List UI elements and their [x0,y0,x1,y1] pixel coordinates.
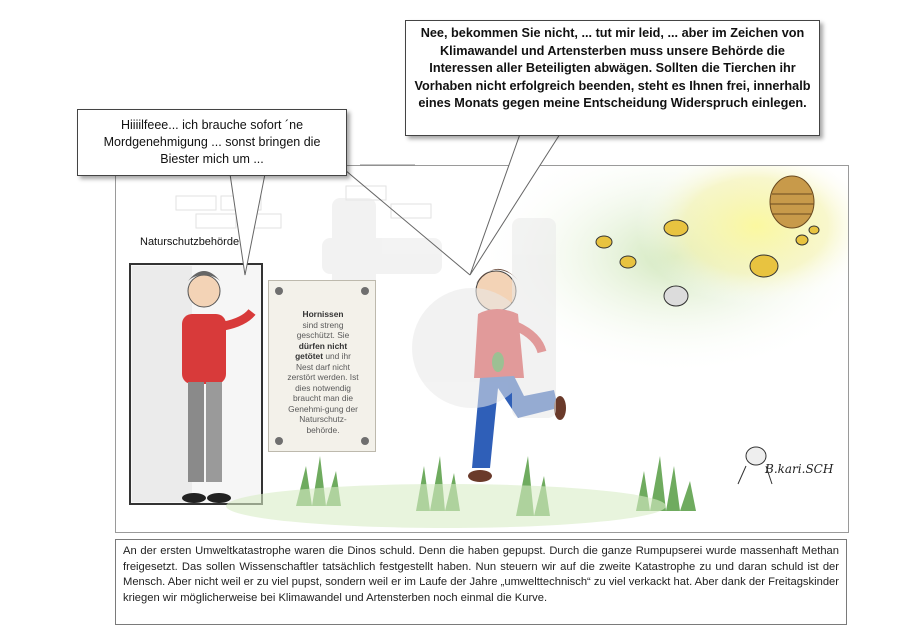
artist-signature: B.kari.SCH [765,462,834,476]
left-bubble-tail [230,174,265,275]
notice-heading: Hornissen [302,309,344,319]
speech-bubble-left-text: Hiiiilfeee... ich brauche sofort ´ne Mordgenehmigung ... sonst bringen die Biester mich um ... [103,118,321,166]
office-sign: Naturschutzbehörde [140,236,240,248]
notice-bold: dürfen nicht getötet [295,340,348,361]
caption-box [115,539,847,625]
caption-text: An der ersten Umweltkatastrophe waren die Dinos schuld. Denn die haben gepupst. Durch die ganze Rumpupserei wurde massenhaft Methan freigesetzt. Das sollen Wissenschaftler tatsächlich festgestellt haben. Nun steuern wir auf die zweite Katastrophe zu und daran schuld ist der Mensch. Aber nicht weil er zu viel pupst, sondern weil er im Laufe der Jahre „umwelttechnisch“ zu viel verkackt hat. Aber dank der Freitagskinder kriegen wir möglicherweise bei Klimawandel und Artensterben noch einmal die Kurve. [123,545,839,604]
speech-bubble-left [77,109,347,176]
notice-line2: und ihr Nest darf nicht zerstört werden. Ist dies notwendig braucht man die Genehmi-gung der Naturschutz-behörde. [287,351,359,435]
notice-line1: sind streng geschützt. Sie [296,319,350,340]
right-bubble-tail [470,134,560,275]
speech-bubble-right [405,20,820,136]
speech-bubble-right-text: Nee, bekommen Sie nicht, ... tut mir leid, ... aber im Zeichen von Klimawandel und Artensterben muss unsere Behörde die Interessen aller Beteiligten abwägen. Sollten die Tierchen ihr Vorhaben nicht erfolgreich beenden, steht es Ihnen frei, innerhalb eines Monats gegen meine Entscheidung Widerspruch einlegen. [414,26,811,110]
